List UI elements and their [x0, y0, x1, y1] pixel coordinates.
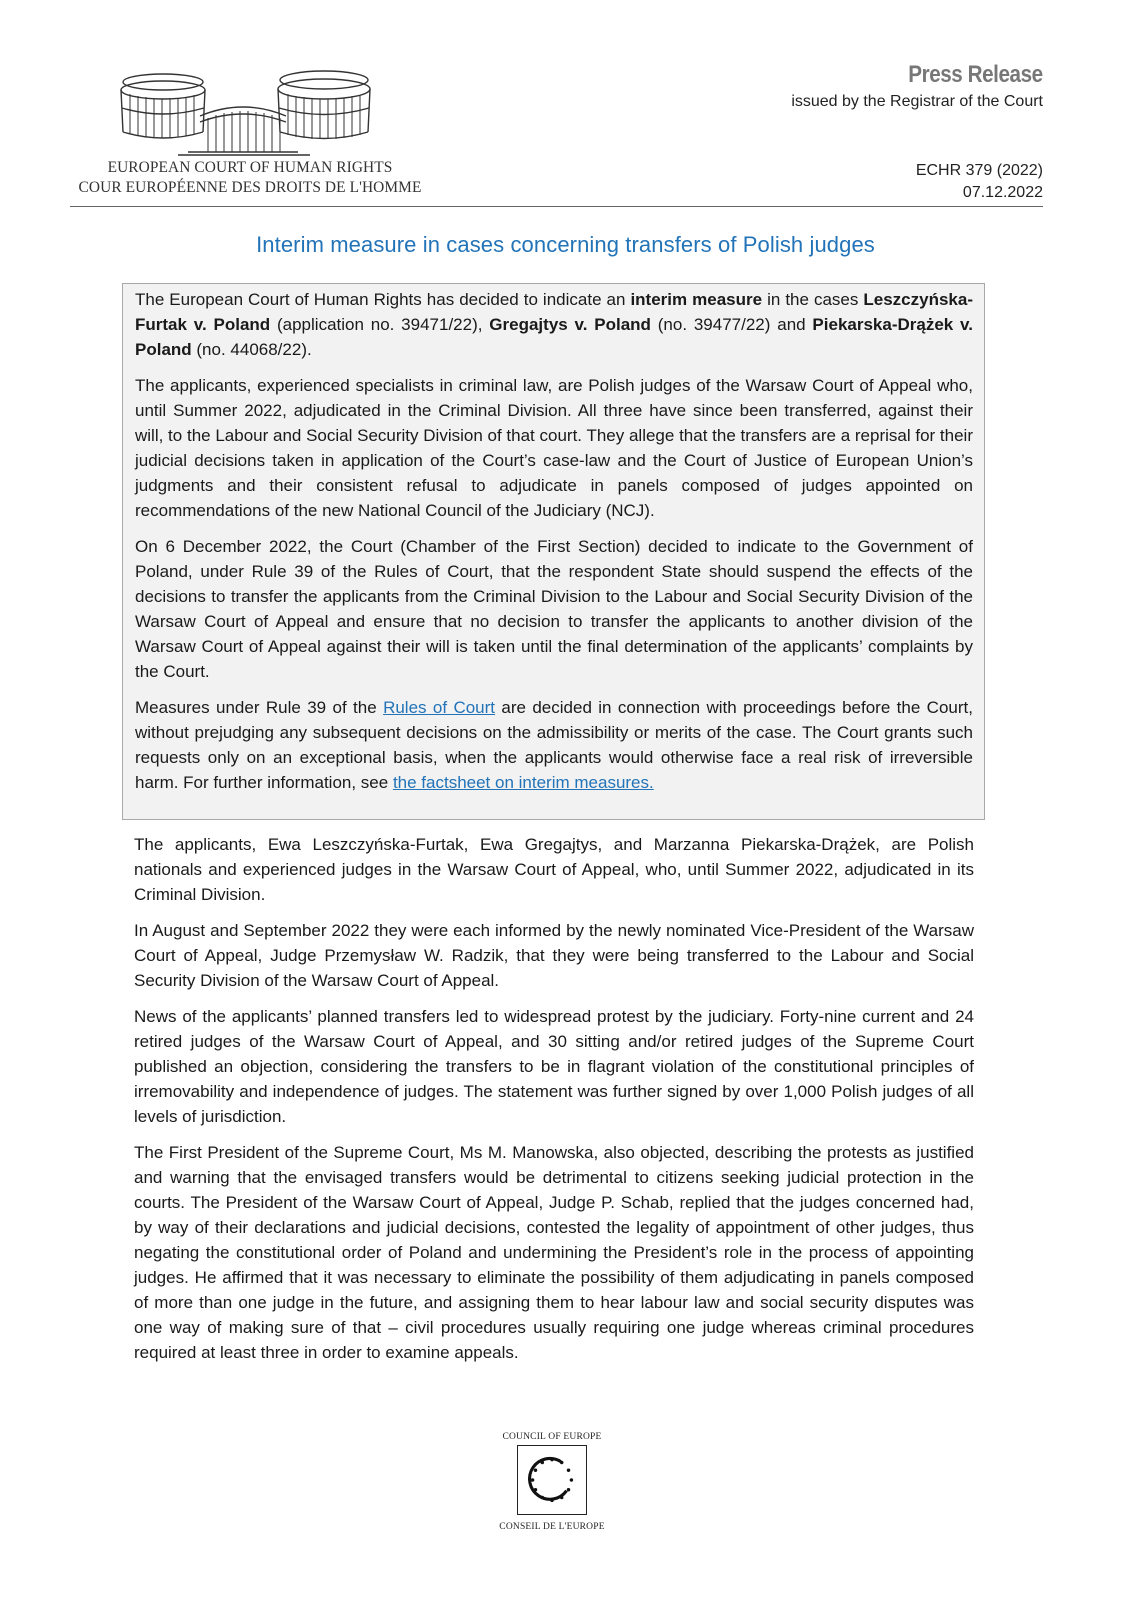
- text-span: in the cases: [762, 290, 864, 309]
- press-release-subtitle: issued by the Registrar of the Court: [791, 93, 1043, 110]
- summary-paragraph-1: [135, 287, 973, 362]
- text-span: (no. 44068/22).: [191, 340, 312, 359]
- court-name: [70, 158, 430, 198]
- echr-building-logo: [118, 68, 372, 156]
- release-reference: ECHR 379 (2022): [915, 162, 1043, 179]
- reference-block: [916, 160, 1043, 204]
- text-span: (no. 39477/22) and: [650, 315, 813, 334]
- document-title: Interim measure in cases concerning transfers of Polish judges: [256, 232, 875, 257]
- body-paragraph-4: The First President of the Supreme Court, Ms M. Manowska, also objected, describing the protests as justified and warning that the envisaged transfers would be detrimental to citizens seeking judicial protection in the courts. The President of the Warsaw Court of Appeal, Judge P. Schab, replied that the judges concerned had, by way of their declarations and judicial decisions, contested the legality of appointment of other judges, thus negating the constitutional order of Poland and undermining the President’s role in the process of appointing judges. He affirmed that it was necessary to eliminate the possibility of them adjudicating in panels composed of more than one judge in the future, and assigning them to hear labour law and social security disputes was one way of making sure of that – civil procedures usually requiring one judge whereas criminal procedures required at least three in order to examine appeals.: [134, 1143, 974, 1362]
- court-name-fr: COUR EUROPÉENNE DES DROITS DE L'HOMME: [78, 179, 422, 196]
- rules-of-court-link[interactable]: Rules of Court: [383, 698, 496, 717]
- body-paragraph-1: The applicants, Ewa Leszczyńska-Furtak, Ewa Gregajtys, and Marzanna Piekarska-Drążek, are Polish nationals and experienced judges in the Warsaw Court of Appeal, who, until Summer 2022, adjudicated in its Criminal Division.: [134, 835, 974, 904]
- body-paragraph-3: News of the applicants’ planned transfers led to widespread protest by the judiciary. Forty-nine current and 24 retired judges of the Warsaw Court of Appeal, and 30 sitting and/or retired judges of the Supreme Court published an objection, considering the transfers to be in flagrant violation of the constitutional principles of irremovability and independence of judges. The statement was further signed by over 1,000 Polish judges of all levels of jurisdiction.: [134, 1007, 974, 1126]
- summary-paragraph-3: On 6 December 2022, the Court (Chamber of the First Section) decided to indicate to the Government of Poland, under Rule 39 of the Rules of Court, that the respondent State should suspend the effects of the decisions to transfer the applicants from the Criminal Division to the Labour and Social Security Division of the Warsaw Court of Appeal and ensure that no decision to transfer the applicants to another division of the Warsaw Court of Appeal against their will is taken until the final determination of the applicants’ complaints by the Court.: [135, 537, 973, 681]
- body-text: [134, 832, 974, 1376]
- coe-name-en: COUNCIL OF EUROPE: [502, 1432, 602, 1442]
- text-span: The European Court of Human Rights has decided to indicate an: [135, 290, 631, 309]
- summary-paragraph-2: The applicants, experienced specialists in criminal law, are Polish judges of the Warsaw Court of Appeal who, until Summer 2022, adjudicated in the Criminal Division. All three have since been transferred, against their will, to the Labour and Social Security Division of that court. They allege that the transfers are a reprisal for their judicial decisions taken in application of the Court’s case-law and the Court of Justice of European Union’s judgments and their consistent refusal to adjudicate in panels composed of judges appointed on recommendations of the new National Council of the Judiciary (NCJ).: [135, 376, 973, 520]
- press-release-heading: [791, 60, 1043, 114]
- interim-measures-factsheet-link[interactable]: the factsheet on interim measures.: [392, 773, 654, 792]
- body-paragraph-2: In August and September 2022 they were each informed by the newly nominated Vice-President of the Warsaw Court of Appeal, Judge Przemysław W. Radzik, that they were being transferred to the Labour and Social Security Division of the Warsaw Court of Appeal.: [134, 921, 974, 990]
- text-span: are decided in connection with proceedings before the Court, without prejudging any subsequent decisions on the admissibility or merits of the case. The Court grants such requests only on an exceptional basis, when the applicants would otherwise face a real risk of irreversible harm. For further information, see: [135, 698, 973, 792]
- case-name: Leszczyńska-Furtak v. Poland: [135, 290, 973, 334]
- summary-paragraph-4: [135, 695, 973, 795]
- coe-name-fr: CONSEIL DE L'EUROPE: [499, 1522, 605, 1532]
- case-name: Piekarska-Drążek v. Poland: [135, 315, 973, 359]
- council-of-europe-emblem-icon: [517, 1445, 587, 1515]
- bold-span: interim measure: [630, 290, 763, 309]
- release-date: 07.12.2022: [962, 184, 1043, 201]
- press-release-title: Press Release: [908, 61, 1043, 88]
- text-span: Measures under Rule 39 of the: [135, 698, 384, 717]
- council-of-europe-logo: [487, 1432, 617, 1532]
- summary-box: [122, 283, 985, 820]
- text-span: (application no. 39471/22),: [270, 315, 490, 334]
- court-name-en: EUROPEAN COURT OF HUMAN RIGHTS: [107, 159, 393, 176]
- header-divider: [70, 206, 1043, 207]
- case-name: Gregajtys v. Poland: [489, 315, 651, 334]
